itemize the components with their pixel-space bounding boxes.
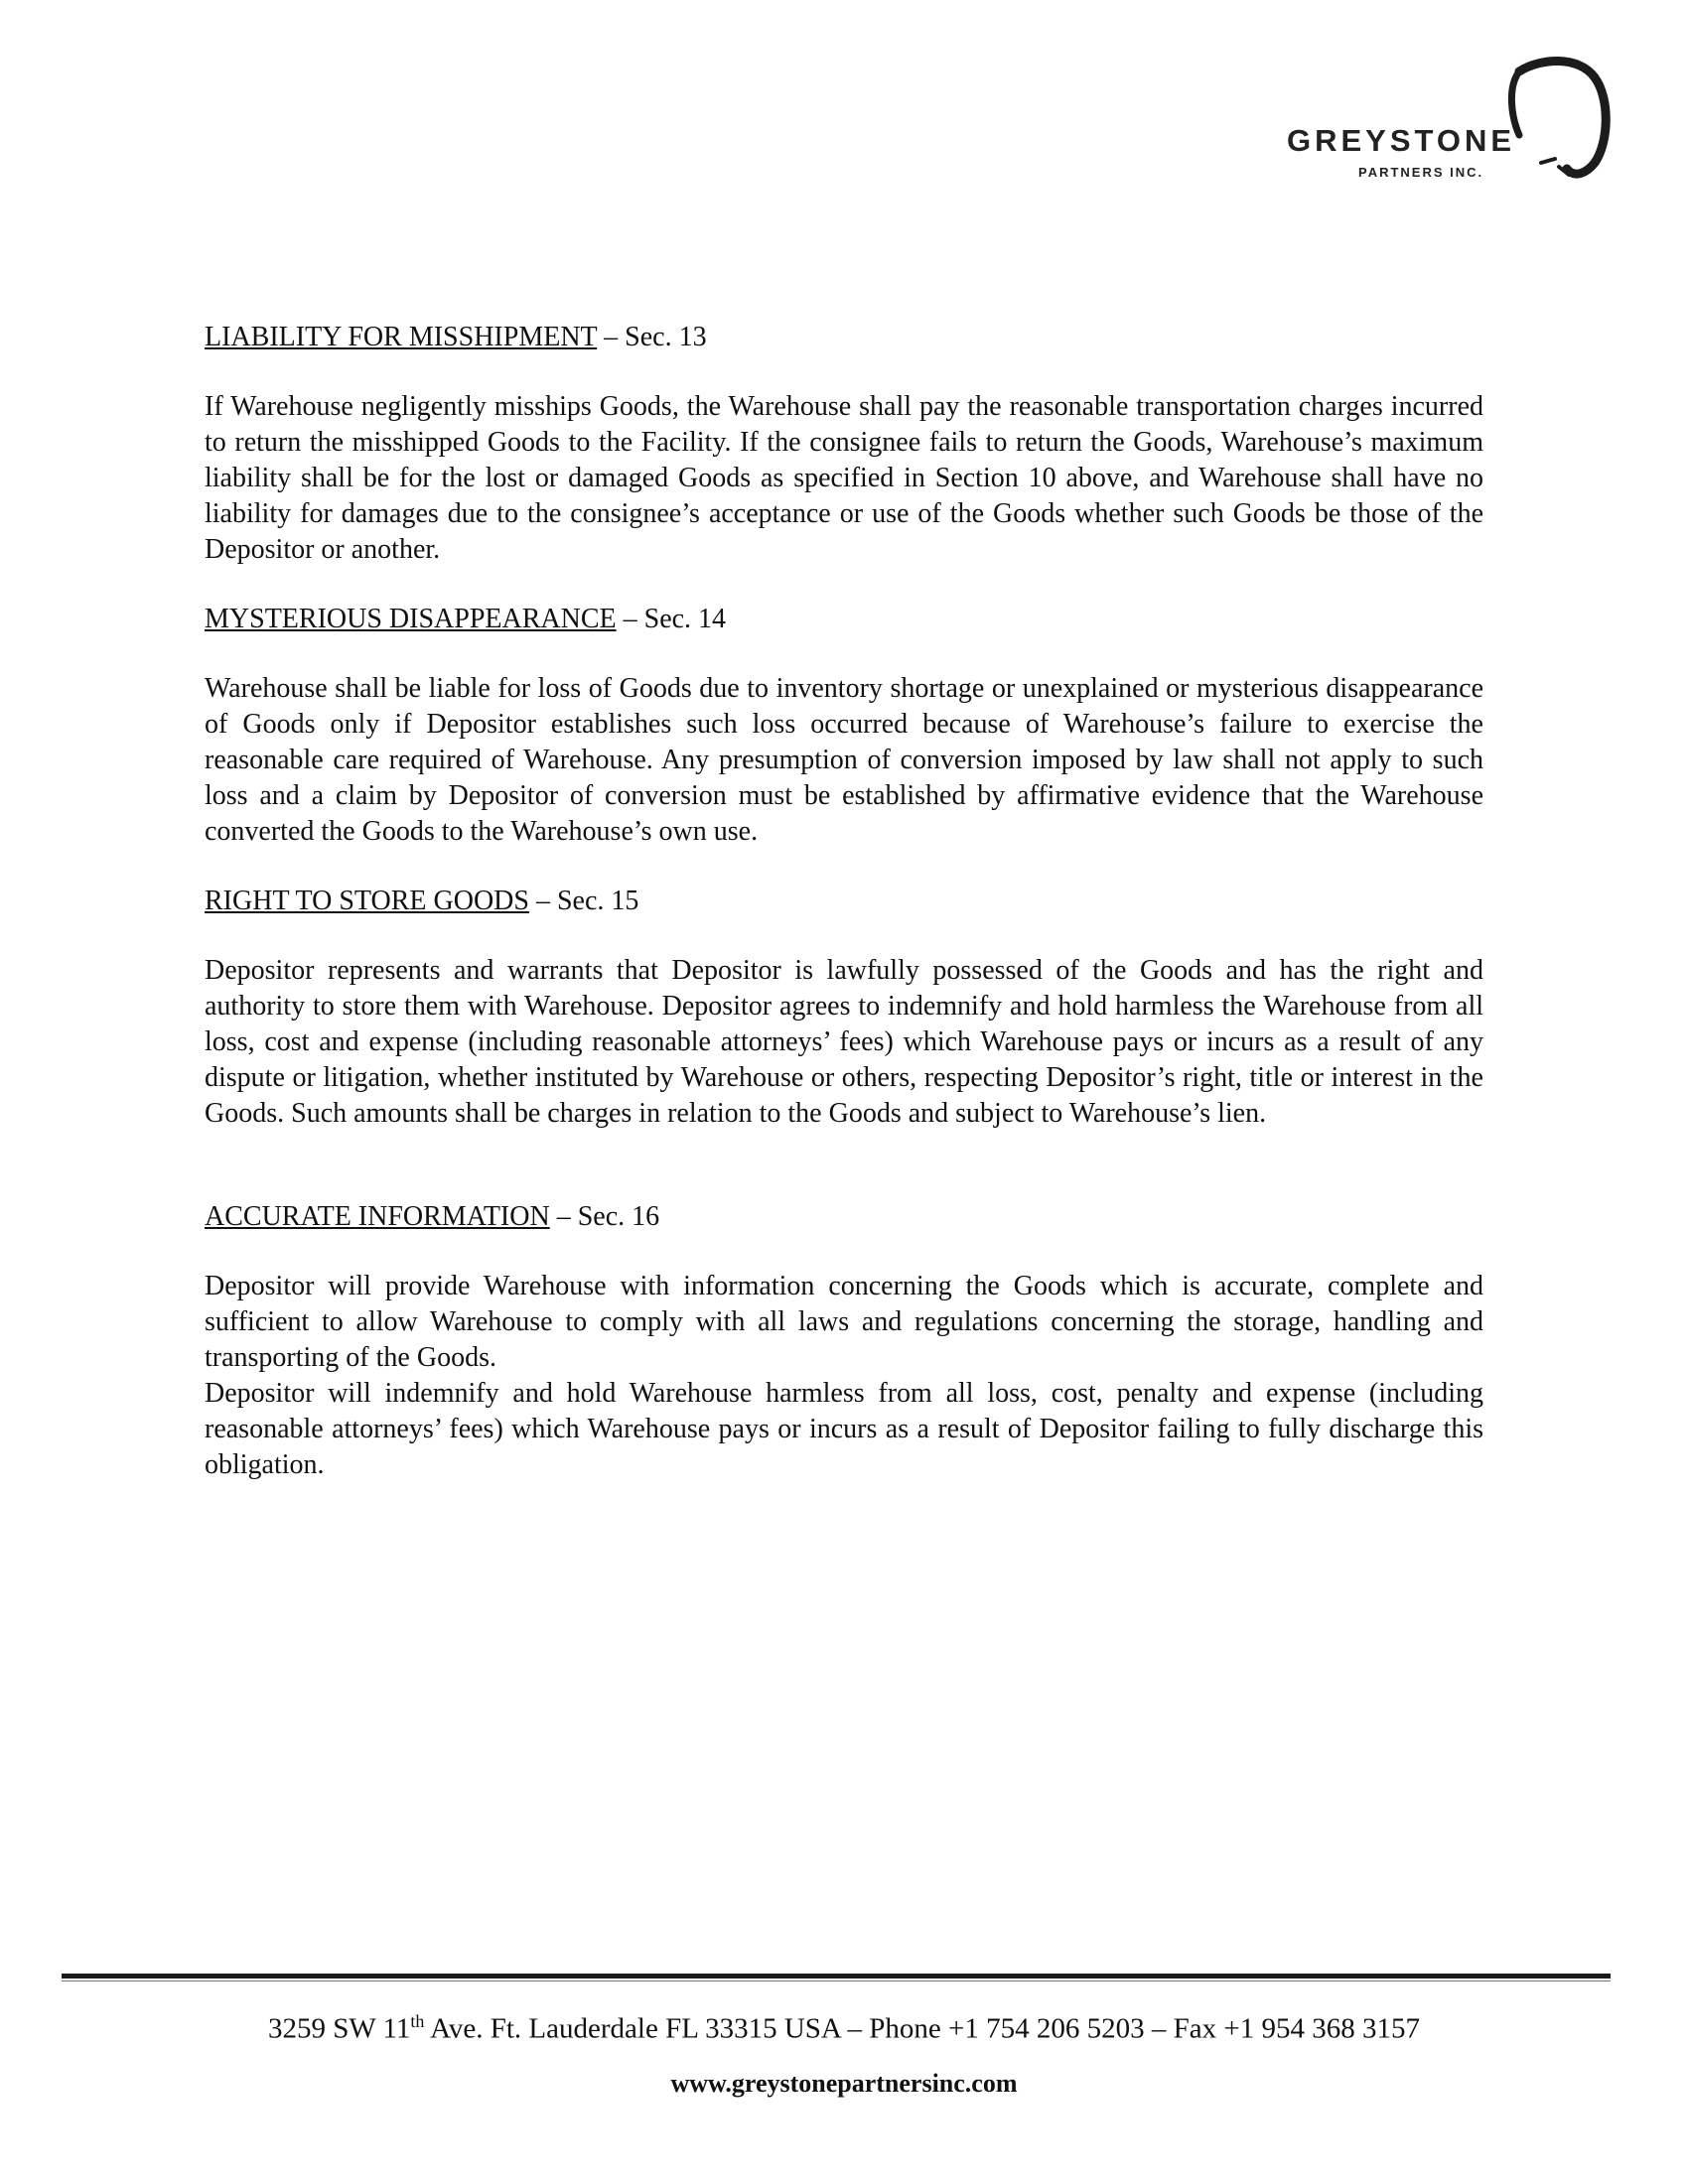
section-title: RIGHT TO STORE GOODS – Sec. 15: [205, 886, 639, 916]
section-paragraph: Depositor represents and warrants that Depositor is lawfully possessed of the Goods and has the right and authority to store them with Warehouse. Depositor agrees to indemnify and hold harmless the Warehouse from all loss, cost and expense (including reasonable attorneys’ fees) which Warehouse pays or incurs as a result of any dispute or litigation, whether instituted by Warehouse or others, respecting Depositor’s right, title or interest in the Goods. Such amounts shall be charges in relation to the Goods and subject to Warehouse’s lien.: [205, 955, 1483, 1129]
footer-divider-thin: [62, 1980, 1611, 1981]
footer-website: www.greystonepartnersinc.com: [670, 2069, 1018, 2098]
section-title: MYSTERIOUS DISAPPEARANCE – Sec. 14: [205, 604, 727, 634]
section-paragraph: Depositor will indemnify and hold Warehouse harmless from all loss, cost, penalty and expense (including reasonable attorneys’ fees) which Warehouse pays or incurs as a result of Depositor failing to fully discharge this obligation.: [205, 1378, 1483, 1480]
section-title: ACCURATE INFORMATION – Sec. 16: [205, 1201, 660, 1232]
company-logo: [1281, 52, 1618, 191]
section-title: LIABILITY FOR MISSHIPMENT – Sec. 13: [205, 322, 707, 352]
section-paragraph: If Warehouse negligently misships Goods, the Warehouse shall pay the reasonable transportation charges incurred to return the misshipped Goods to the Facility. If the consignee fails to return the Goods, Warehouse’s maximum liability shall be for the lost or damaged Goods as specified in Section 10 above, and Warehouse shall have no liability for damages due to the consignee’s acceptance or use of the Goods whether such Goods be those of the Depositor or another.: [205, 391, 1483, 565]
logo-name: GREYSTONE: [1287, 123, 1516, 158]
footer-divider: [62, 1974, 1611, 1979]
footer-address: 3259 SW 11th Ave. Ft. Lauderdale FL 33315 USA – Phone +1 754 206 5203 – Fax +1 954 368 3157: [268, 2011, 1420, 2045]
section-paragraph: Depositor will provide Warehouse with information concerning the Goods which is accurate, complete and sufficient to allow Warehouse to comply with all laws and regulations concerning the storage, handling and transporting of the Goods.: [205, 1271, 1483, 1373]
document-body: [205, 320, 1483, 1517]
section-paragraph: Warehouse shall be liable for loss of Goods due to inventory shortage or unexplained or mysterious disappearance of Goods only if Depositor establishes such loss occurred because of Warehouse’s failure to exercise the reasonable care required of Warehouse. Any presumption of conversion imposed by law shall not apply to such loss and a claim by Depositor of conversion must be established by affirmative evidence that the Warehouse converted the Goods to the Warehouse’s own use.: [205, 673, 1483, 847]
logo-subtitle: PARTNERS INC.: [1358, 165, 1484, 180]
